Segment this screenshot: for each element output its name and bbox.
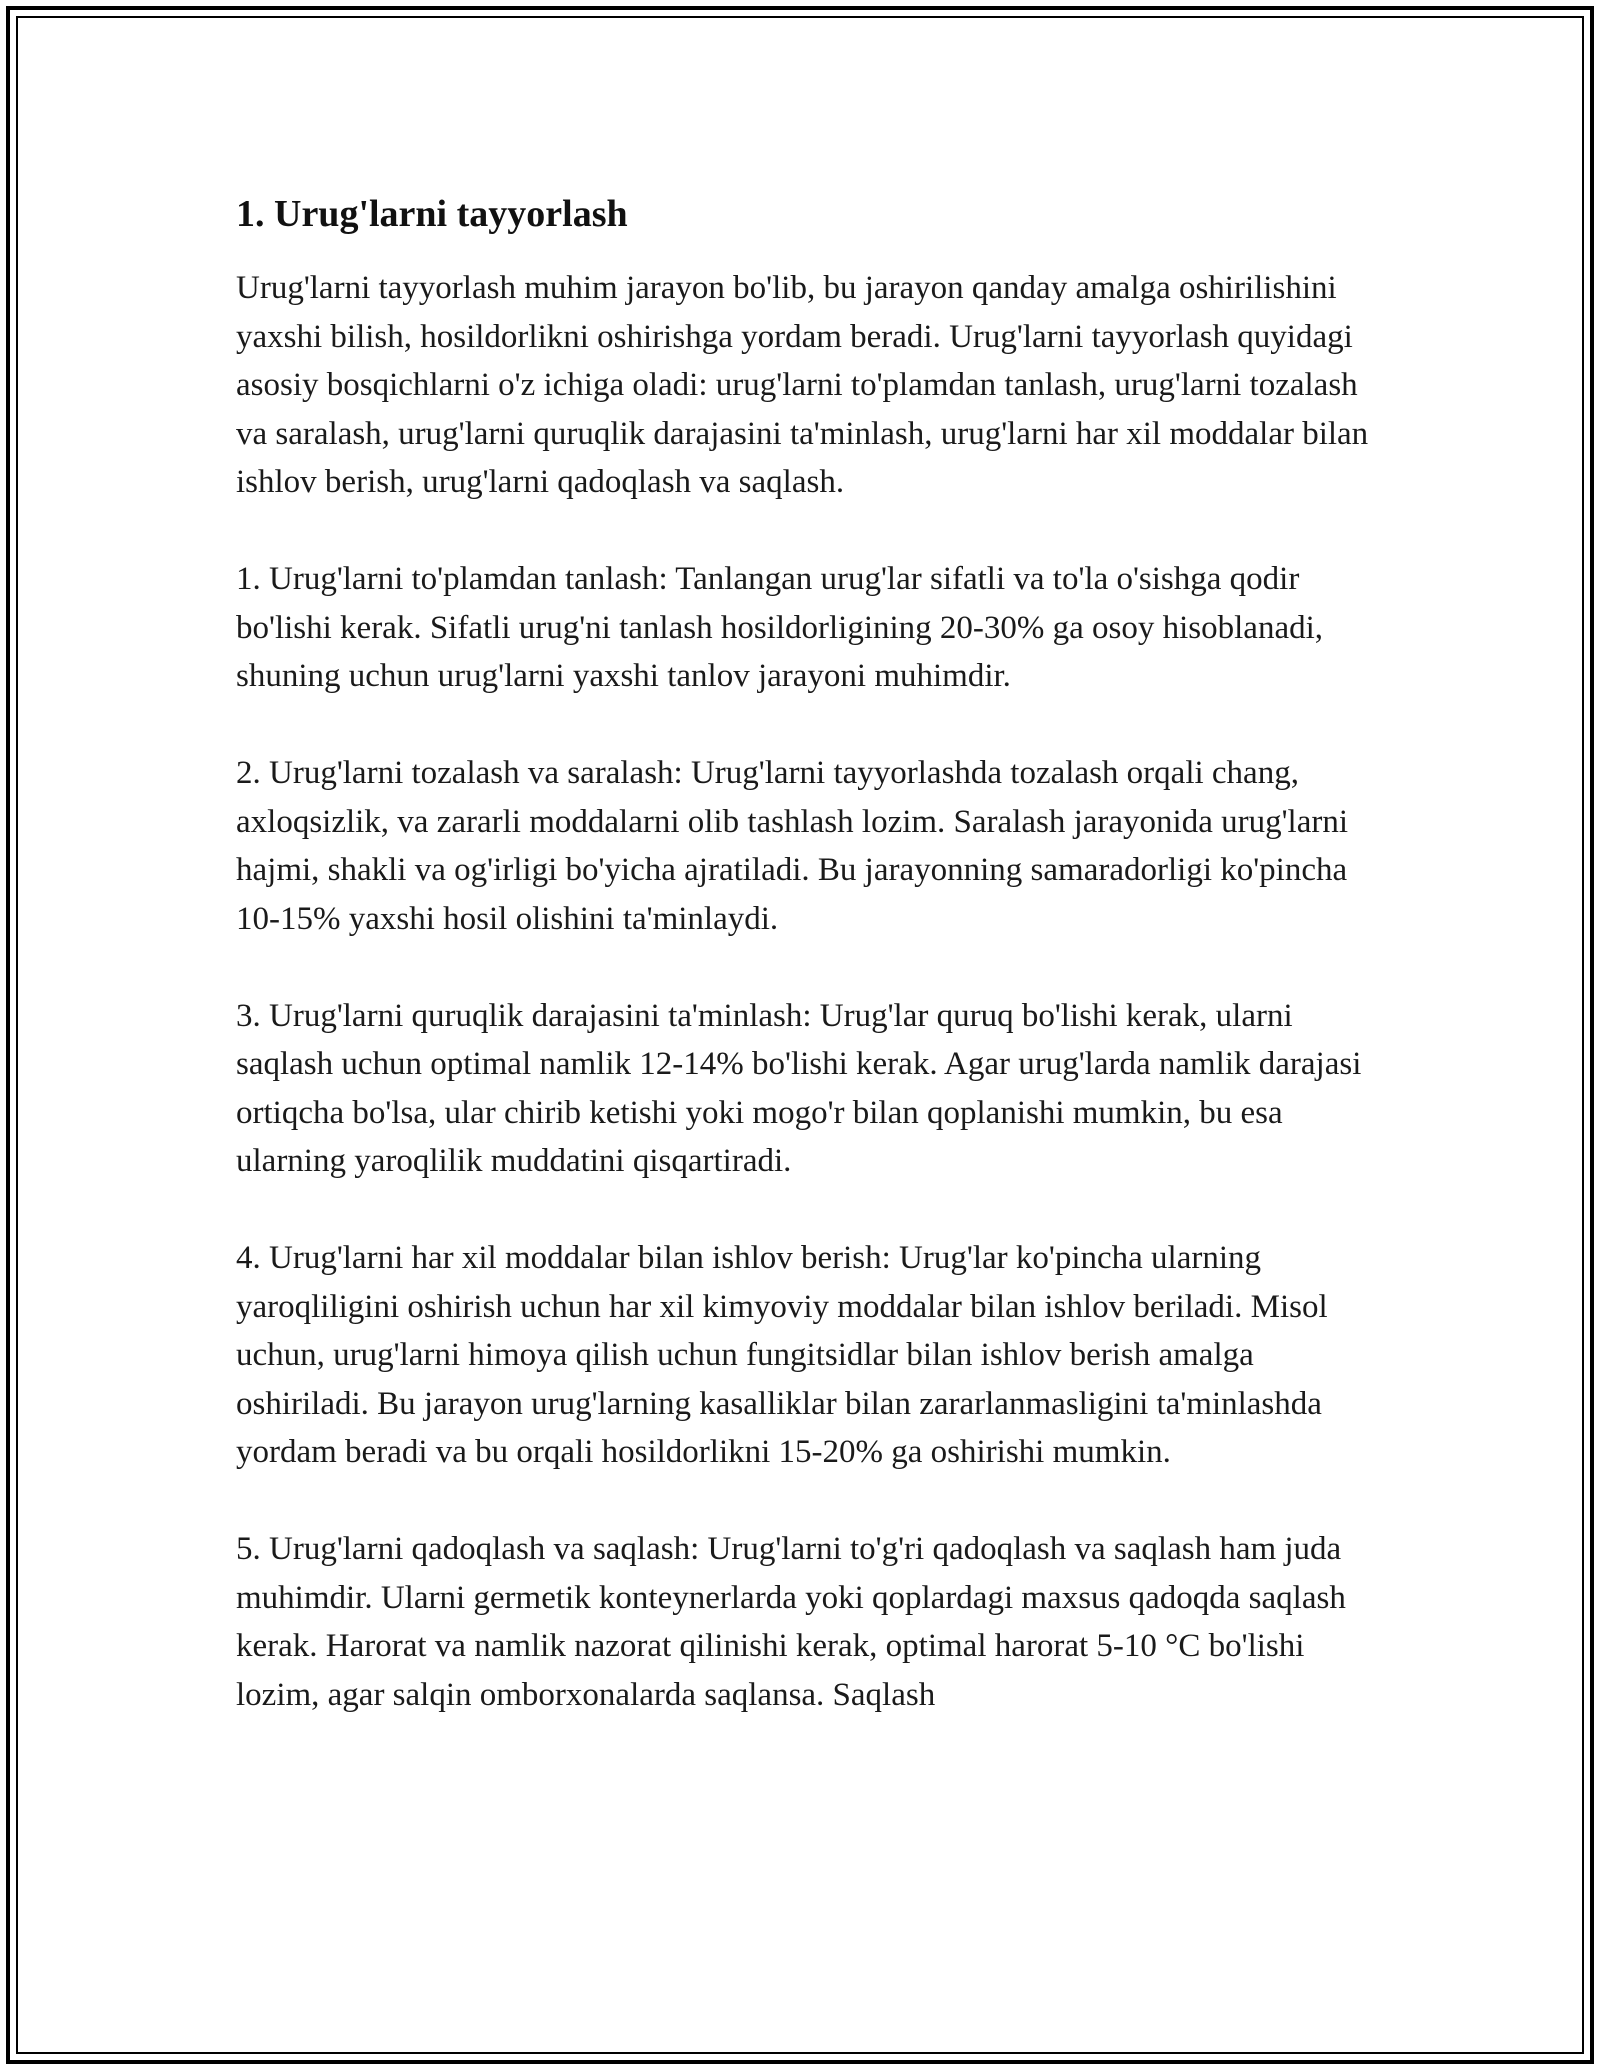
step-3-paragraph: 3. Urug'larni quruqlik darajasini ta'minlash: Urug'lar quruq bo'lishi kerak, ularni saqlash uchun optimal namlik 12-14% bo'lishi kerak. Agar urug'larda namlik darajasi ortiqcha bo'lsa, ular chirib ketishi yoki mogo'r bilan qoplanishi mumkin, bu esa ularning yaroqlilik muddatini qisqartiradi. [236, 997, 1362, 1179]
document-body [236, 186, 1386, 1768]
step-2-paragraph: 2. Urug'larni tozalash va saralash: Urug'larni tayyorlashda tozalash orqali chang, axloqsizlik, va zararli moddalarni olib tashlash lozim. Saralash jarayonida urug'larni hajmi, shakli va og'irligi bo'yicha ajratiladi. Bu jarayonning samaradorligi ko'pincha 10-15% yaxshi hosil olishini ta'minlaydi. [236, 755, 1349, 937]
step-5-paragraph: 5. Urug'larni qadoqlash va saqlash: Urug'larni to'g'ri qadoqlash va saqlash ham juda muhimdir. Ularni germetik konteynerlarda yoki qoplardagi maxsus qadoqda saqlash kerak. Harorat va namlik nazorat qilinishi kerak, optimal harorat 5-10 °C bo'lishi lozim, agar salqin omborxonalarda saqlansa. Saqlash [236, 1531, 1346, 1713]
intro-paragraph: Urug'larni tayyorlash muhim jarayon bo'lib, bu jarayon qanday amalga oshirilishini yaxshi bilish, hosildorlikni oshirishga yordam beradi. Urug'larni tayyorlash quyidagi asosiy bosqichlarni o'z ichiga oladi: urug'larni to'plamdan tanlash, urug'larni tozalash va saralash, urug'larni quruqlik darajasini ta'minlash, urug'larni har xil moddalar bilan ishlov berish, urug'larni qadoqlash va saqlash. [236, 270, 1369, 500]
section-heading: 1. Urug'larni tayyorlash [236, 193, 628, 235]
step-1-paragraph: 1. Urug'larni to'plamdan tanlash: Tanlangan urug'lar sifatli va to'la o'sishga qodir bo'lishi kerak. Sifatli urug'ni tanlash hosildorligining 20-30% ga osoy hisoblanadi, shuning uchun urug'larni yaxshi tanlov jarayoni muhimdir. [236, 561, 1324, 694]
step-4-paragraph: 4. Urug'larni har xil moddalar bilan ishlov berish: Urug'lar ko'pincha ularning yaroqliligini oshirish uchun har xil kimyoviy moddalar bilan ishlov beriladi. Misol uchun, urug'larni himoya qilish uchun fungitsidlar bilan ishlov berish amalga oshiriladi. Bu jarayon urug'larning kasalliklar bilan zararlanmasligini ta'minlashda yordam beradi va bu orqali hosildorlikni 15-20% ga oshirishi mumkin. [236, 1240, 1328, 1470]
